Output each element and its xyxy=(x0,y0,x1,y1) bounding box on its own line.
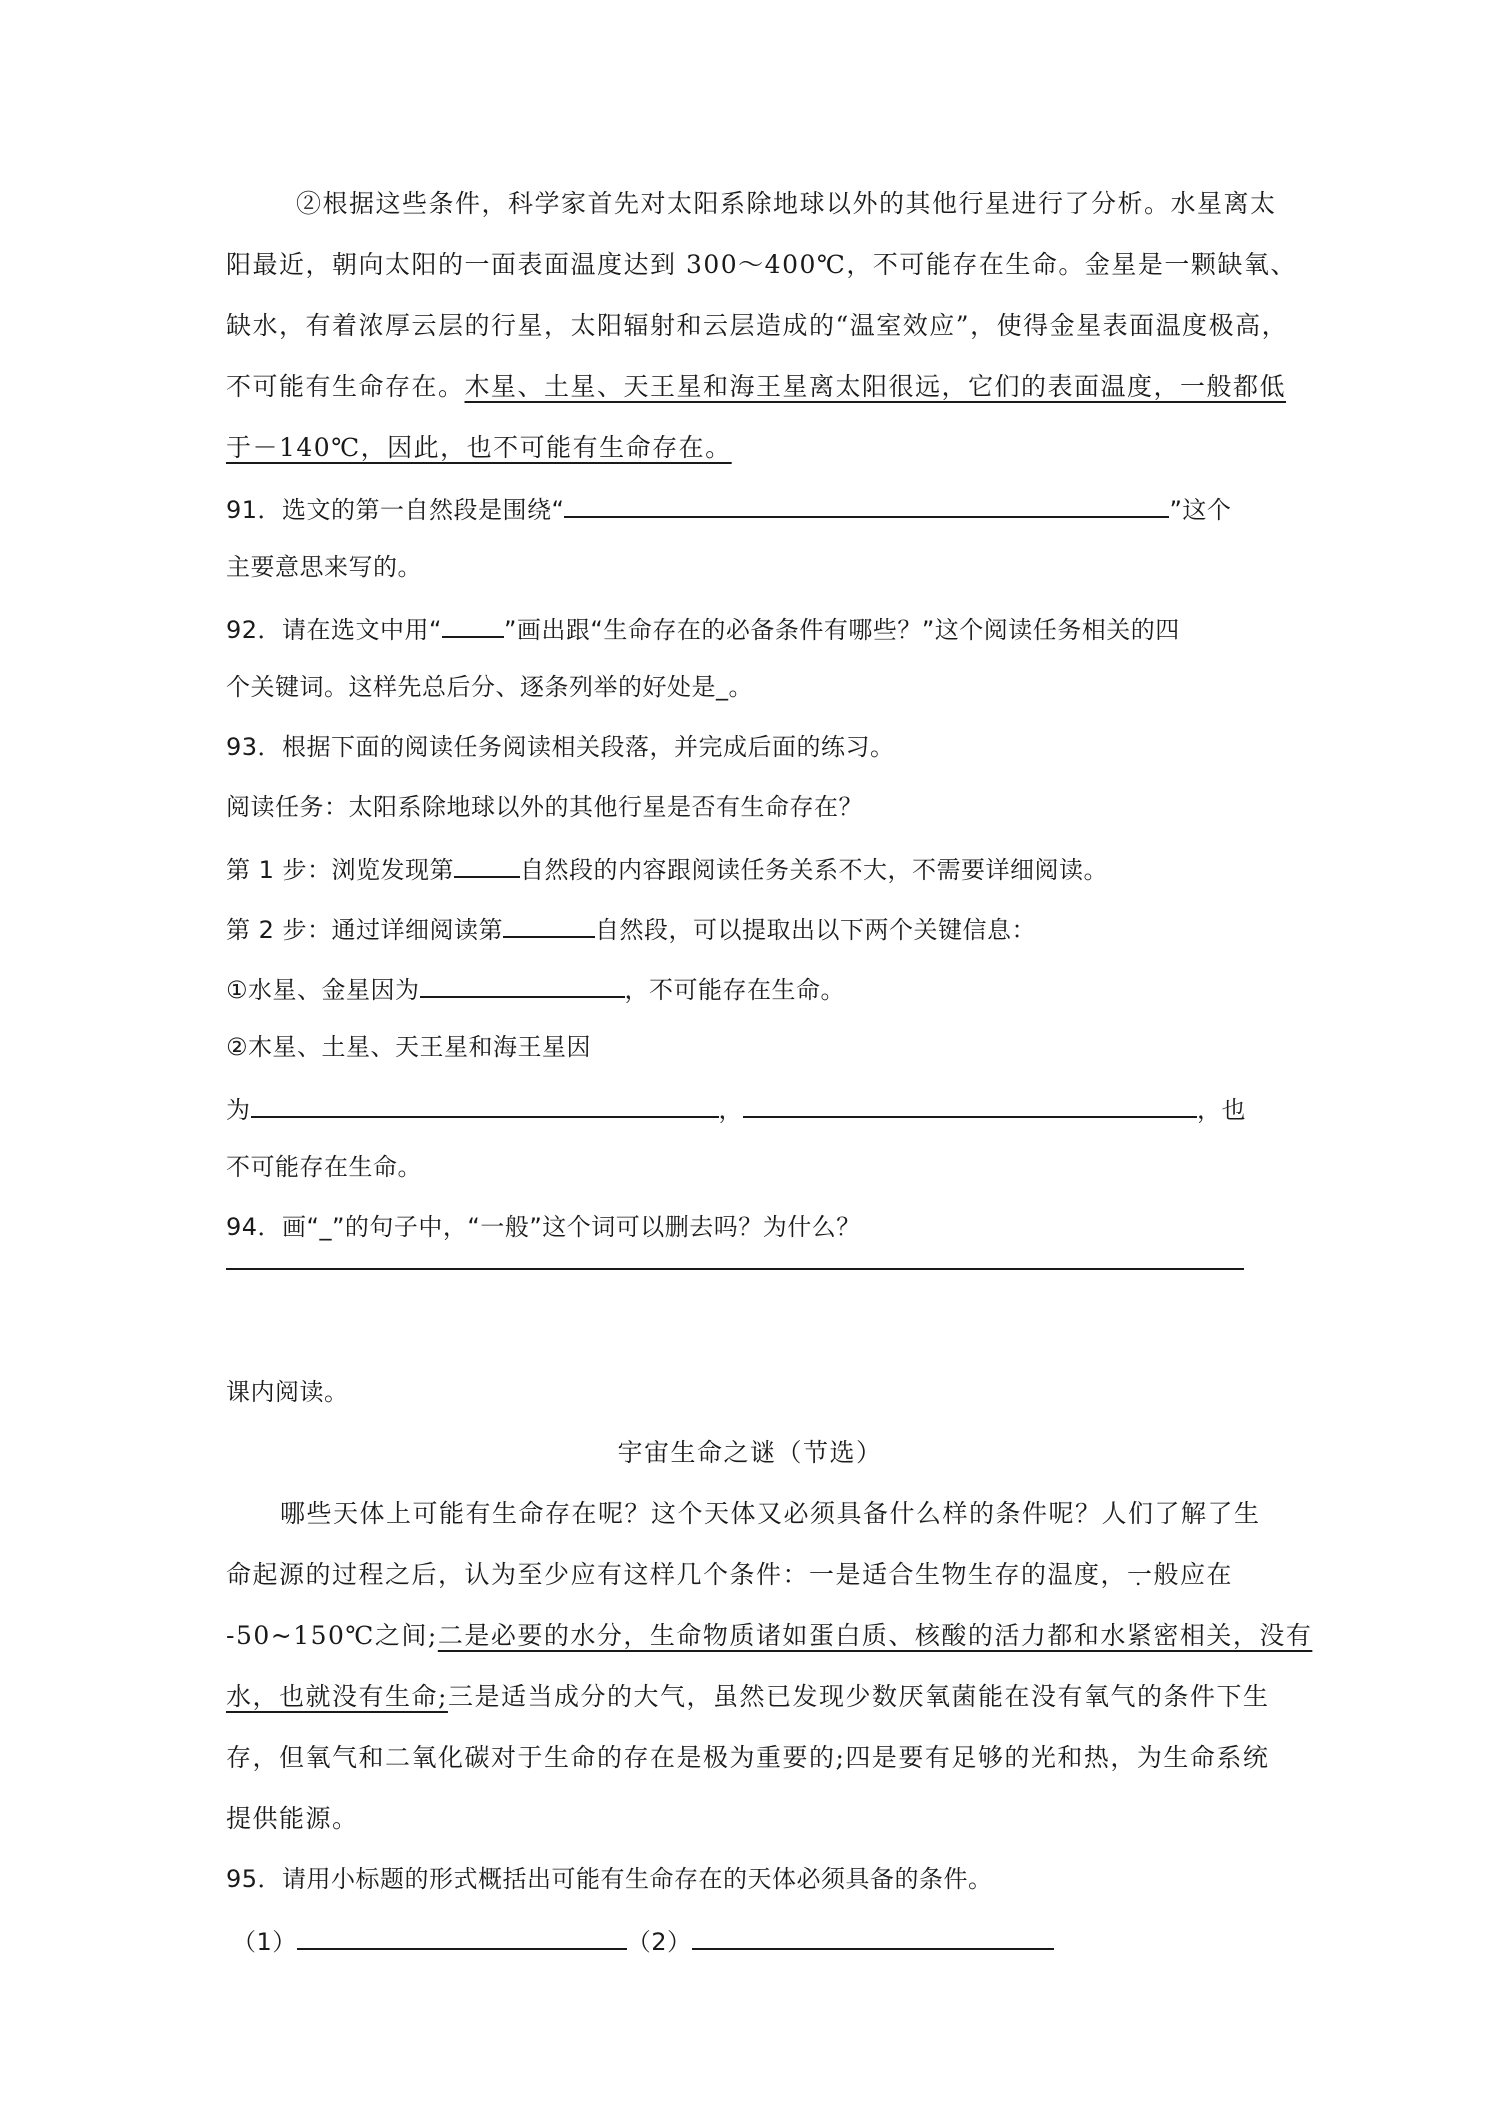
emphasis-dotted-word: . 一般 xyxy=(1127,1560,1180,1589)
question-93-info1 xyxy=(226,970,1274,1007)
question-93-step2 xyxy=(226,910,1274,947)
question-92-text-mid: ”画出跟“生命存在的必备条件有哪些？”这个阅读任务相关的四 xyxy=(503,616,1180,644)
question-94: 94．画“_”的句子中，“一般”这个词可以删去吗？为什么？ xyxy=(226,1213,861,1241)
q95-answer-2-label: （2） xyxy=(626,1928,692,1956)
passage1-underlined-sentence-part1: 木星、土星、天王星和海王星离太阳很远，它们的表面温度，一般都低 xyxy=(464,372,1287,401)
question-93-task: 阅读任务：太阳系除地球以外的其他行星是否有生命存在？ xyxy=(226,793,863,821)
question-91-answer-blank[interactable] xyxy=(564,490,1169,518)
info1-text-end: ，不可能存在生命。 xyxy=(624,976,846,1004)
info2b-comma: ， xyxy=(718,1096,743,1124)
question-93-step1 xyxy=(226,850,1274,887)
step2-answer-blank[interactable] xyxy=(503,910,595,938)
question-91-cont: 主要意思来写的。 xyxy=(226,553,422,581)
question-94-answer-line[interactable] xyxy=(226,1268,1244,1270)
question-91 xyxy=(226,490,1274,527)
section2-line-6: 提供能源。 xyxy=(226,1804,359,1833)
section2-line-1: 哪些天体上可能有生命存在呢？这个天体又必须具备什么样的条件呢？人们了解了生 xyxy=(280,1499,1261,1528)
section2-line-4-text: 三是适当成分的大气，虽然已发现少数厌氧菌能在没有氧气的条件下生 xyxy=(447,1682,1270,1711)
step2-text: 第 2 步：通过详细阅读第 xyxy=(226,916,504,944)
q95-answer-2-blank[interactable] xyxy=(692,1922,1054,1950)
question-91-text-end: ”这个 xyxy=(1169,496,1232,524)
section2-title: 宇宙生命之谜（节选） xyxy=(617,1438,883,1467)
section2-line-3 xyxy=(226,1619,1313,1653)
passage1-line-1: ②根据这些条件，科学家首先对太阳系除地球以外的其他行星进行了分析。水星离太 xyxy=(296,189,1277,218)
question-92-cont: 个关键词。这样先总后分、逐条列举的好处是_。 xyxy=(226,673,753,701)
question-93-info2b xyxy=(226,1090,1274,1127)
info2b-text: 为 xyxy=(226,1096,251,1124)
passage1-underlined-sentence-part2: 于－140℃，因此，也不可能有生命存在。 xyxy=(226,433,732,462)
section2-underlined-part2: 水，也就没有生命; xyxy=(226,1682,448,1711)
question-92-text: 92．请在选文中用“ xyxy=(226,616,442,644)
question-92 xyxy=(226,610,1274,647)
question-91-text: 91．选文的第一自然段是围绕“ xyxy=(226,496,565,524)
section2-line-3-text: -50~150℃之间; xyxy=(226,1621,438,1650)
passage1-line-4-text: 不可能有生命存在。 xyxy=(226,372,465,401)
passage1-line-5 xyxy=(226,431,1274,465)
section2-line-5: 存，但氧气和二氧化碳对于生命的存在是极为重要的;四是要有足够的光和热，为生命系统 xyxy=(226,1743,1270,1772)
step1-text-end: 自然段的内容跟阅读任务关系不大，不需要详细阅读。 xyxy=(520,856,1109,884)
passage1-line-2: 阳最近，朝向太阳的一面表面温度达到 300～400℃，不可能存在生命。金星是一颗缺氧、 xyxy=(226,250,1297,279)
step1-text: 第 1 步：浏览发现第 xyxy=(226,856,455,884)
info2-answer-blank-1[interactable] xyxy=(251,1090,719,1118)
question-92-underline-mark xyxy=(442,610,504,638)
section2-line-2 xyxy=(226,1558,1274,1592)
section2-label: 课内阅读。 xyxy=(226,1378,349,1406)
q95-answer-1-label: （1） xyxy=(232,1928,297,1956)
passage1-line-3: 缺水，有着浓厚云层的行星，太阳辐射和云层造成的“温室效应”，使得金星表面温度极高， xyxy=(226,311,1289,340)
question-95-answers xyxy=(232,1922,1280,1959)
section2-line-2-text: 命起源的过程之后，认为至少应有这样几个条件：一是适合生物生存的温度， xyxy=(226,1560,1128,1589)
info1-text: ①水星、金星因为 xyxy=(226,976,420,1004)
info2-answer-blank-2[interactable] xyxy=(743,1090,1197,1118)
passage1-line-4 xyxy=(226,370,1287,404)
question-95: 95．请用小标题的形式概括出可能有生命存在的天体必须具备的条件。 xyxy=(226,1865,993,1893)
q95-answer-1-blank[interactable] xyxy=(297,1922,627,1950)
info1-answer-blank[interactable] xyxy=(420,970,625,998)
section2-line-2-end: 应在 xyxy=(1180,1560,1234,1589)
section2-underlined-part1: 二是必要的水分，生命物质诸如蛋白质、核酸的活力都和水紧密相关，没有 xyxy=(437,1621,1313,1650)
info2b-text-end: ，也 xyxy=(1197,1096,1246,1124)
step1-answer-blank[interactable] xyxy=(454,850,520,878)
section2-line-4 xyxy=(226,1680,1274,1714)
question-93-info2: ②木星、土星、天王星和海王星因 xyxy=(226,1033,592,1061)
question-93-info2c: 不可能存在生命。 xyxy=(226,1153,422,1181)
step2-text-end: 自然段，可以提取出以下两个关键信息： xyxy=(595,916,1037,944)
question-93-title: 93．根据下面的阅读任务阅读相关段落，并完成后面的练习。 xyxy=(226,733,895,761)
